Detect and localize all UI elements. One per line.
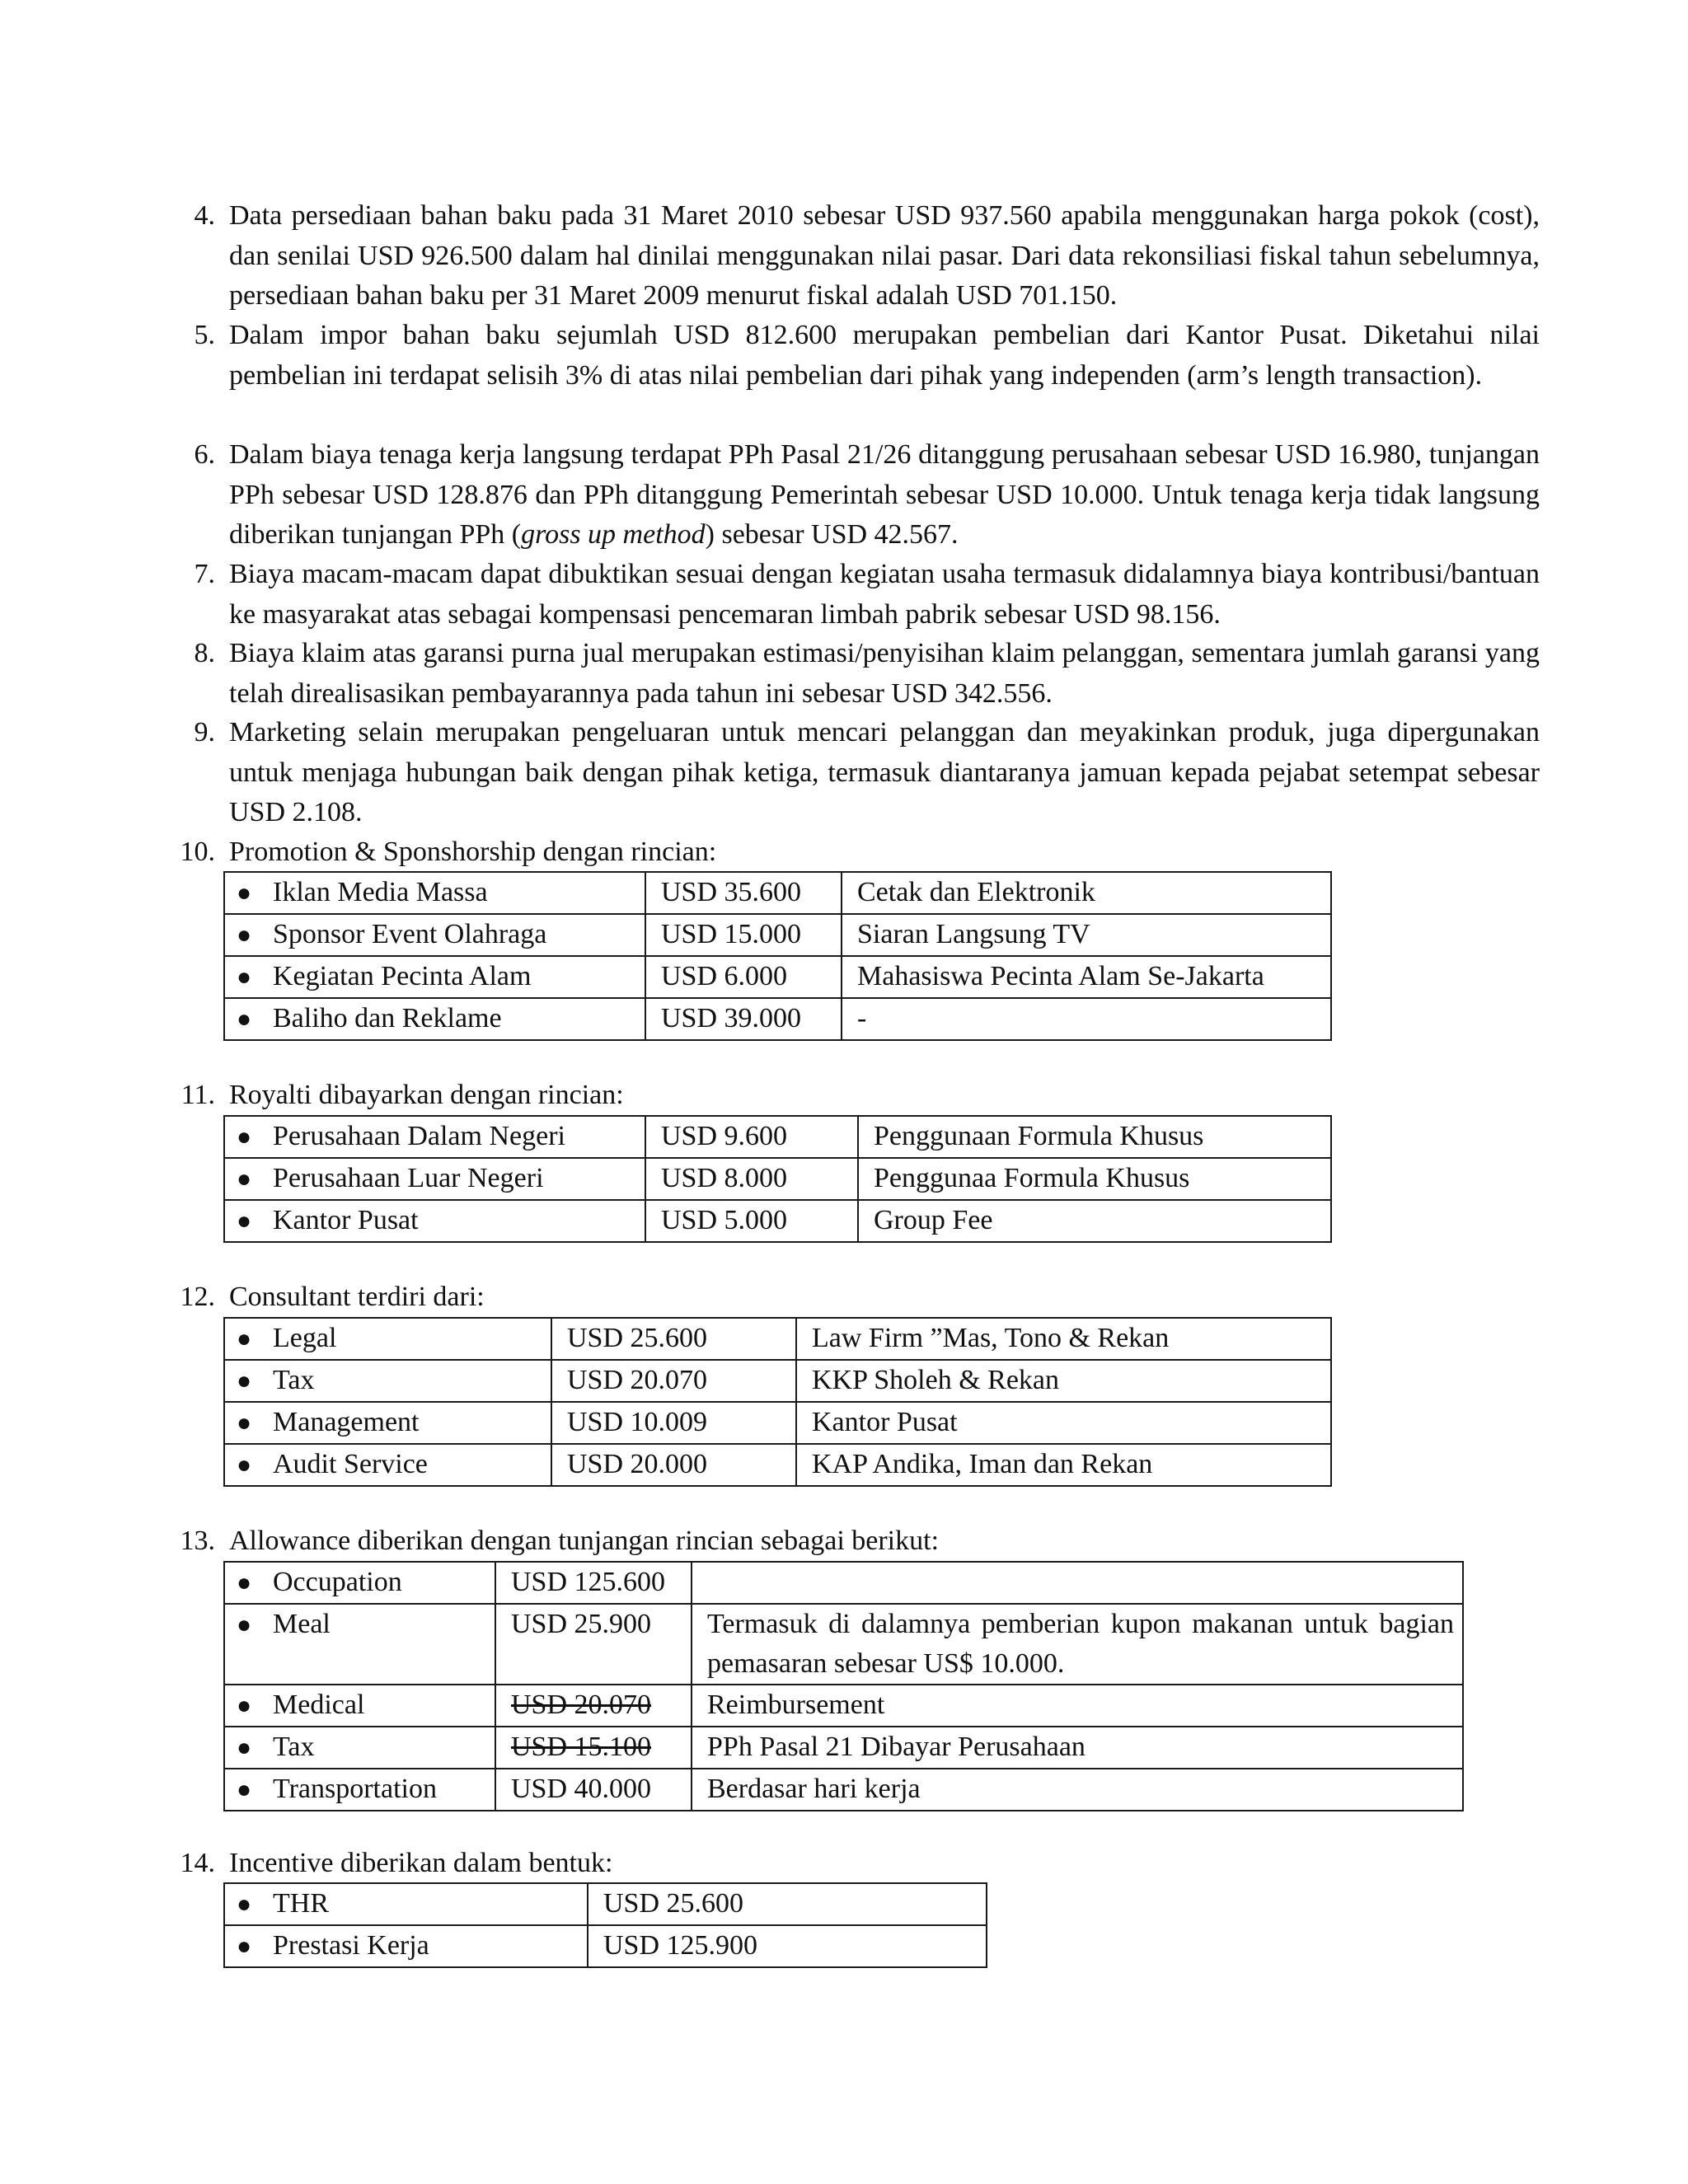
list-item <box>176 634 1540 714</box>
bullet-icon: ● <box>237 1165 252 1193</box>
table-cell-note: PPh Pasal 21 Dibayar Perusahaan <box>692 1727 1463 1769</box>
item-number: 14. <box>180 1848 215 1878</box>
section-heading <box>176 832 1540 873</box>
table-cell-name: ● Audit Service <box>224 1444 551 1486</box>
table-cell-note: KKP Sholeh & Rekan <box>796 1360 1331 1402</box>
table-cell-name: ● Kantor Pusat <box>224 1200 645 1242</box>
allowance-table <box>223 1561 1464 1811</box>
section-title: Incentive diberikan dalam bentuk: <box>229 1848 613 1878</box>
list-item <box>176 555 1540 635</box>
table-cell-amount: USD 20.070 <box>551 1360 796 1402</box>
table-cell-note: Penggunaan Formula Khusus <box>858 1116 1331 1158</box>
item-number: 11. <box>181 1080 215 1110</box>
table-cell-amount: USD 39.000 <box>645 998 842 1040</box>
bullet-icon: ● <box>237 1734 252 1761</box>
item-text: Marketing selain merupakan pengeluaran untuk mencari pelanggan dan meyakinkan produk, juga dipergunakan untuk menjaga hubungan baik dengan pihak ketiga, termasuk diantaranya jamuan kepada pejabat setempat sebesar USD 2.108. <box>229 717 1540 827</box>
item-number: 10. <box>180 837 215 867</box>
item-number: 6. <box>194 439 215 470</box>
bullet-icon: ● <box>237 1933 252 1960</box>
table-cell-amount: USD 40.000 <box>495 1769 692 1811</box>
table-cell-note: KAP Andika, Iman dan Rekan <box>796 1444 1331 1486</box>
table-row <box>224 1925 987 1967</box>
table-cell-note: Kantor Pusat <box>796 1402 1331 1444</box>
item-number: 8. <box>194 638 215 668</box>
table-row <box>224 1883 987 1925</box>
item-text: Dalam impor bahan baku sejumlah USD 812.600 merupakan pembelian dari Kantor Pusat. Diketahui nilai pembelian ini terdapat selisih 3% di atas nilai pembelian dari pihak yang independen (arm’s length transaction). <box>229 320 1540 391</box>
table-cell-amount: USD 15.000 <box>645 914 842 956</box>
table-row <box>224 914 1331 956</box>
section-heading <box>176 1521 1540 1562</box>
table-cell-name: ● Kegiatan Pecinta Alam <box>224 956 645 998</box>
item-number: 4. <box>194 200 215 231</box>
table-cell-name: ● Meal <box>224 1604 495 1685</box>
table-cell-name: ● Sponsor Event Olahraga <box>224 914 645 956</box>
table-cell-note: - <box>842 998 1331 1040</box>
table-cell-note: Mahasiswa Pecinta Alam Se-Jakarta <box>842 956 1331 998</box>
table-cell-note: Penggunaa Formula Khusus <box>858 1158 1331 1200</box>
table-cell-name: ● Baliho dan Reklame <box>224 998 645 1040</box>
section-title: Consultant terdiri dari: <box>229 1282 485 1312</box>
table-cell-name: ● Tax <box>224 1360 551 1402</box>
item-number: 12. <box>180 1282 215 1312</box>
bullet-icon: ● <box>237 1569 252 1596</box>
bullet-icon: ● <box>237 1611 252 1638</box>
bullet-icon: ● <box>237 1325 252 1352</box>
item-text: Biaya klaim atas garansi purna jual merupakan estimasi/penyisihan klaim pelanggan, sementara jumlah garansi yang telah direalisasikan pembayarannya pada tahun ini sebesar USD 342.556. <box>229 638 1540 709</box>
table-cell-note: Law Firm ”Mas, Tono & Rekan <box>796 1318 1331 1360</box>
table-cell-note: Group Fee <box>858 1200 1331 1242</box>
item-text-part: Dalam biaya tenaga kerja langsung terdapat PPh Pasal 21/26 ditanggung perusahaan sebesar USD 16.980, tunjangan PPh sebesar USD 128.876 dan PPh ditanggung Pemerintah sebesar USD 10.000. Untuk tenaga kerja tidak langsung diberikan tunjangan PPh ( <box>229 439 1540 550</box>
list-item <box>176 316 1540 396</box>
table-cell-amount: USD 25.900 <box>495 1604 692 1685</box>
table-cell-amount: USD 9.600 <box>645 1116 858 1158</box>
table-cell-name: ● Tax <box>224 1727 495 1769</box>
promotion-table <box>223 871 1332 1041</box>
table-cell-amount: USD 125.900 <box>588 1925 987 1967</box>
item-text: Data persediaan bahan baku pada 31 Maret 2010 sebesar USD 937.560 apabila menggunakan harga pokok (cost), dan senilai USD 926.500 dalam hal dinilai menggunakan nilai pasar. Dari data rekonsiliasi fiskal tahun sebelumnya, persediaan bahan baku per 31 Maret 2009 menurut fiskal adalah USD 701.150. <box>229 200 1540 311</box>
item-text: Biaya macam-macam dapat dibuktikan sesuai dengan kegiatan usaha termasuk didalamnya biaya kontribusi/bantuan ke masyarakat atas sebagai kompensasi pencemaran limbah pabrik sebesar USD 98.156. <box>229 559 1540 630</box>
table-cell-name: ● Management <box>224 1402 551 1444</box>
list-item <box>176 435 1540 555</box>
bullet-icon: ● <box>237 1776 252 1803</box>
struck-amount: USD 15.100 <box>511 1732 652 1762</box>
table-cell-amount: USD 5.000 <box>645 1200 858 1242</box>
table-cell-note: Cetak dan Elektronik <box>842 872 1331 914</box>
table-row <box>224 1685 1463 1727</box>
table-cell-amount: USD 6.000 <box>645 956 842 998</box>
item-text <box>229 435 1540 555</box>
section-title: Allowance diberikan dengan tunjangan rincian sebagai berikut: <box>229 1526 940 1556</box>
table-cell-name: ● Medical <box>224 1685 495 1727</box>
bullet-icon: ● <box>237 1207 252 1235</box>
consultant-table <box>223 1317 1332 1487</box>
table-cell-name: ● THR <box>224 1883 588 1925</box>
table-row <box>224 1444 1331 1486</box>
table-cell-note: Termasuk di dalamnya pemberian kupon makanan untuk bagian pemasaran sebesar US$ 10.000. <box>692 1604 1463 1685</box>
item-number: 9. <box>194 717 215 748</box>
item-text-part: ) sebesar USD 42.567. <box>705 519 959 550</box>
section-heading <box>176 1277 1540 1318</box>
table-cell-amount: USD 25.600 <box>551 1318 796 1360</box>
bullet-icon: ● <box>237 1367 252 1394</box>
table-cell-amount: USD 8.000 <box>645 1158 858 1200</box>
incentive-table <box>223 1882 987 1968</box>
section-heading <box>176 1076 1540 1116</box>
struck-amount: USD 20.070 <box>511 1690 652 1720</box>
list-item <box>176 196 1540 316</box>
item-number: 13. <box>180 1526 215 1556</box>
table-cell-note <box>692 1562 1463 1604</box>
bullet-icon: ● <box>237 1891 252 1918</box>
bullet-icon: ● <box>237 921 252 949</box>
bullet-icon: ● <box>237 1005 252 1033</box>
table-row <box>224 1200 1331 1242</box>
table-cell-name: ● Prestasi Kerja <box>224 1925 588 1967</box>
table-row <box>224 1158 1331 1200</box>
table-cell-note: Berdasar hari kerja <box>692 1769 1463 1811</box>
table-row <box>224 1402 1331 1444</box>
table-cell-name: ● Perusahaan Luar Negeri <box>224 1158 645 1200</box>
section-title: Royalti dibayarkan dengan rincian: <box>229 1080 624 1110</box>
bullet-icon: ● <box>237 1692 252 1719</box>
item-number: 7. <box>194 559 215 589</box>
table-cell-name: ● Occupation <box>224 1562 495 1604</box>
table-row <box>224 872 1331 914</box>
table-row <box>224 1360 1331 1402</box>
table-cell-name: ● Perusahaan Dalam Negeri <box>224 1116 645 1158</box>
table-row <box>224 1562 1463 1604</box>
table-row <box>224 1604 1463 1685</box>
bullet-icon: ● <box>237 1409 252 1436</box>
item-text-italic: gross up method <box>521 519 706 550</box>
table-row <box>224 998 1331 1040</box>
section-heading <box>176 1844 1540 1884</box>
list-item <box>176 713 1540 833</box>
table-row <box>224 956 1331 998</box>
table-cell-amount: USD 125.600 <box>495 1562 692 1604</box>
table-row <box>224 1769 1463 1811</box>
table-row <box>224 1318 1331 1360</box>
bullet-icon: ● <box>237 879 252 907</box>
table-cell-amount <box>495 1727 692 1769</box>
table-cell-name: ● Transportation <box>224 1769 495 1811</box>
table-row <box>224 1116 1331 1158</box>
table-cell-amount: USD 35.600 <box>645 872 842 914</box>
table-cell-amount: USD 25.600 <box>588 1883 987 1925</box>
bullet-icon: ● <box>237 963 252 991</box>
bullet-icon: ● <box>237 1123 252 1151</box>
table-cell-amount <box>495 1685 692 1727</box>
royalty-table <box>223 1115 1332 1243</box>
table-cell-name: ● Legal <box>224 1318 551 1360</box>
table-cell-note: Reimbursement <box>692 1685 1463 1727</box>
section-title: Promotion & Sponshorship dengan rincian: <box>229 837 717 867</box>
item-number: 5. <box>194 320 215 350</box>
table-cell-amount: USD 10.009 <box>551 1402 796 1444</box>
table-row <box>224 1727 1463 1769</box>
table-cell-note: Siaran Langsung TV <box>842 914 1331 956</box>
table-cell-amount: USD 20.000 <box>551 1444 796 1486</box>
table-cell-name: ● Iklan Media Massa <box>224 872 645 914</box>
bullet-icon: ● <box>237 1451 252 1479</box>
